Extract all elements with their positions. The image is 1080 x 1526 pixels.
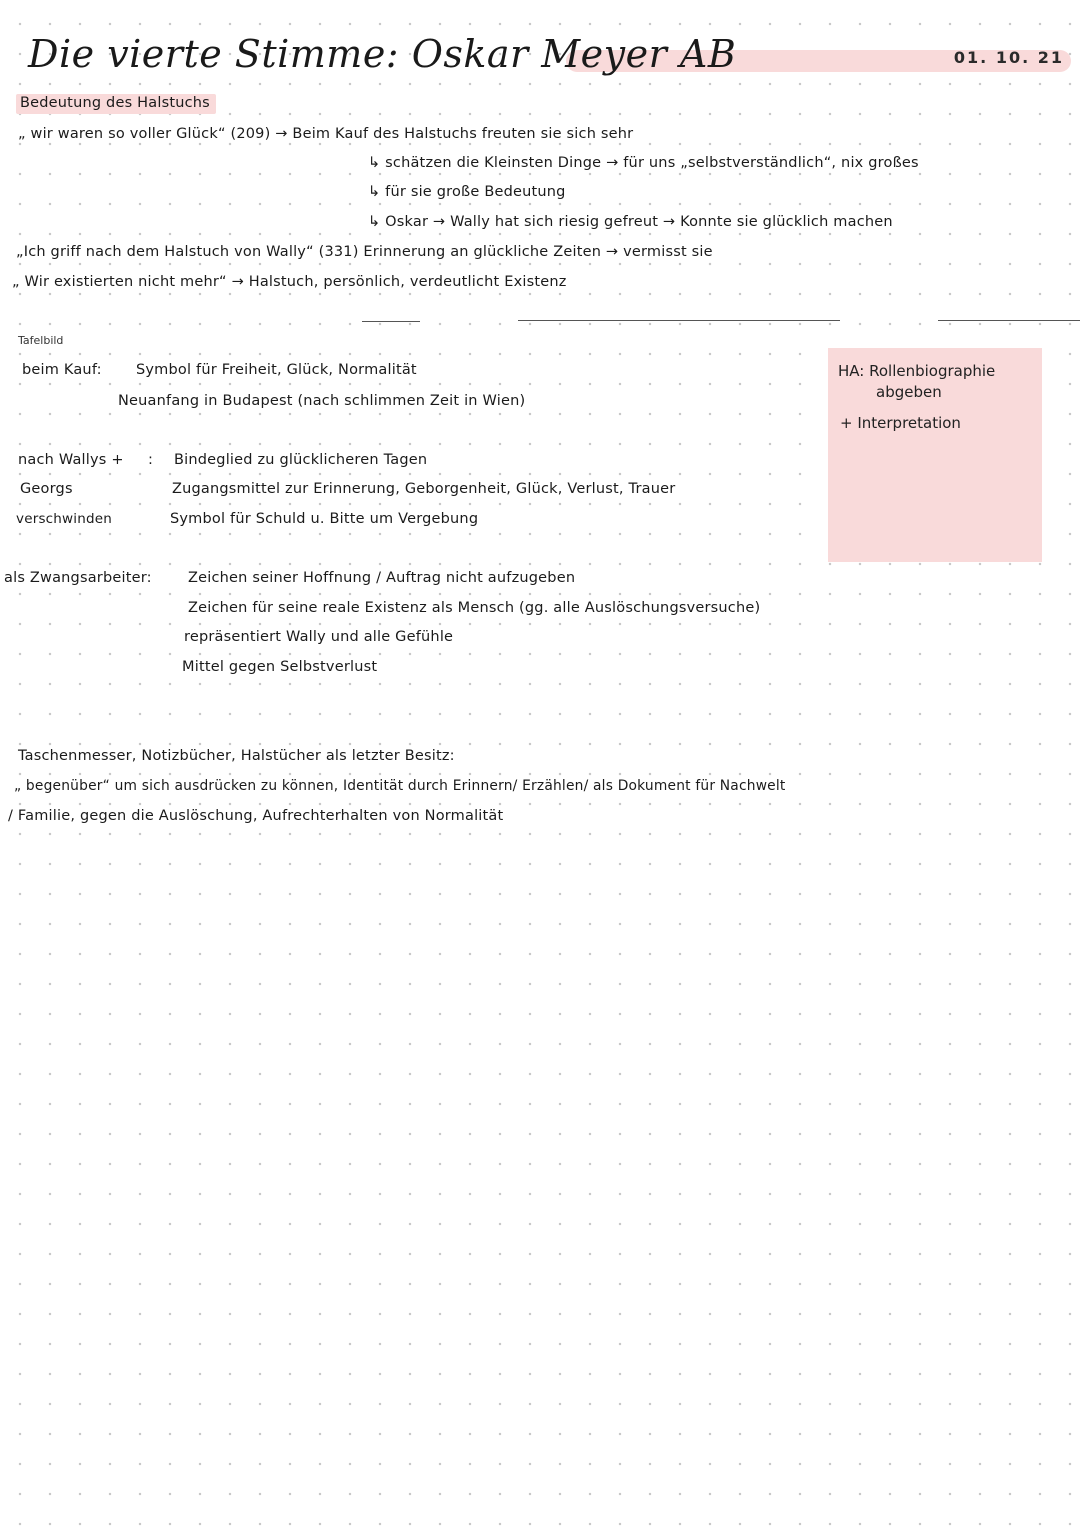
note-line: „Ich griff nach dem Halstuch von Wally“ (331) Erinnerung an glückliche Zeiten → vermisst sie — [16, 244, 713, 260]
note-line: ↳ Oskar → Wally hat sich riesig gefreut → Konnte sie glücklich machen — [368, 214, 893, 230]
note-line: Bindeglied zu glücklicheren Tagen — [174, 452, 428, 468]
note-line: „ wir waren so voller Glück“ (209) → Beim Kauf des Halstuchs freuten sie sich sehr — [18, 126, 634, 142]
colon: : — [148, 452, 154, 468]
note-line: ↳ schätzen die Kleinsten Dinge → für uns „selbstverständlich“, nix großes — [368, 155, 919, 171]
note-line: Neuanfang in Budapest (nach schlimmen Zeit in Wien) — [118, 393, 526, 409]
homework-line: + Interpretation — [840, 414, 961, 432]
divider — [938, 320, 1080, 321]
divider — [518, 320, 840, 321]
note-line: Zeichen seiner Hoffnung / Auftrag nicht aufzugeben — [188, 570, 576, 586]
tafelbild-heading: Tafelbild — [18, 334, 64, 347]
note-line: Zeichen für seine reale Existenz als Mensch (gg. alle Auslöschungsversuche) — [188, 600, 761, 616]
divider — [362, 321, 420, 322]
date: 01. 10. 21 — [953, 48, 1064, 67]
note-line: Symbol für Schuld u. Bitte um Vergebung — [170, 511, 479, 527]
note-line: / Familie, gegen die Auslöschung, Aufrechterhalten von Normalität — [8, 808, 504, 824]
nach-label: nach Wallys + — [18, 452, 124, 468]
note-line: „ Wir existierten nicht mehr“ → Halstuch, persönlich, verdeutlicht Existenz — [12, 274, 567, 290]
nach-label: Georgs — [20, 481, 73, 497]
homework-line: abgeben — [876, 383, 942, 401]
note-line: ↳ für sie große Bedeutung — [368, 184, 566, 200]
note-line: repräsentiert Wally und alle Gefühle — [184, 629, 454, 645]
section-heading-text: Bedeutung des Halstuchs — [16, 94, 216, 114]
page-title: Die vierte Stimme: Oskar Meyer AB — [28, 32, 737, 76]
zwang-label: als Zwangsarbeiter: — [4, 570, 152, 586]
note-line: „ begenüber“ um sich ausdrücken zu können, Identität durch Erinnern/ Erzählen/ als Dokument für Nachwelt — [14, 778, 786, 794]
nach-label: verschwinden — [16, 511, 113, 527]
kauf-label: beim Kauf: — [22, 362, 102, 378]
note-line: Zugangsmittel zur Erinnerung, Geborgenheit, Glück, Verlust, Trauer — [172, 481, 676, 497]
section-heading-halstuch — [16, 95, 216, 111]
note-line: Mittel gegen Selbstverlust — [182, 659, 378, 675]
homework-line: HA: Rollenbiographie — [838, 362, 996, 380]
note-line: Symbol für Freiheit, Glück, Normalität — [136, 362, 417, 378]
note-line: Taschenmesser, Notizbücher, Halstücher als letzter Besitz: — [18, 748, 455, 764]
